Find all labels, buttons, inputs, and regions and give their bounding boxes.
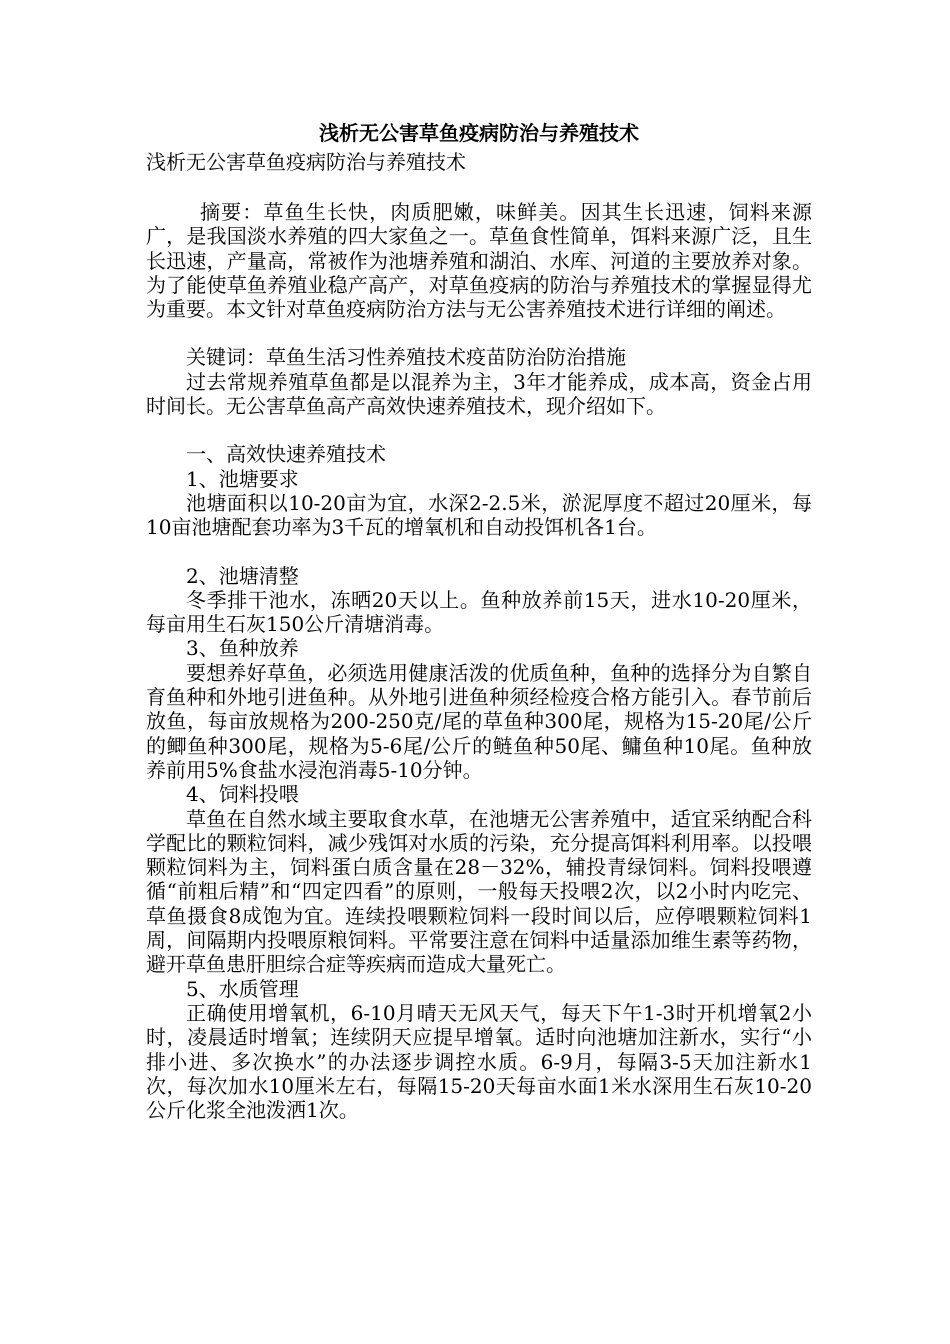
- section-heading: 一、高效快速养殖技术: [186, 442, 386, 467]
- item-heading: 4、饲料投喂: [186, 782, 299, 807]
- item-heading: 2、池塘清整: [186, 563, 299, 588]
- item-paragraph: 要想养好草鱼，必须选用健康活泼的优质鱼种，鱼种的选择分为自繁自育鱼种和外地引进鱼种。从外地引进鱼种须经检疫合格方能引入。春节前后放鱼，每亩放规格为200-250克/尾的草鱼种300尾，规格为15-20尾/公斤的鲫鱼种300尾，规格为5-6尾/公斤的鲢鱼种50尾、鳙鱼种10尾。鱼种放养前用5%食盐水浸泡消毒5-10分钟。: [146, 660, 812, 782]
- item-heading: 5、水质管理: [186, 976, 299, 1001]
- item-paragraph: 草鱼在自然水域主要取食水草，在池塘无公害养殖中，适宜采纳配合科学配比的颗粒饲料，减少残饵对水质的污染，充分提高饵料利用率。以投喂颗粒饲料为主，饲料蛋白质含量在28－32%，辅投青绿饲料。饲料投喂遵循“前粗后精”和“四定四看”的原则，一般每天投喂2次，以2小时内吃完、草鱼摄食8成饱为宜。连续投喂颗粒饲料一段时间以后，应停喂颗粒饲料1周，间隔期内投喂原粮饲料。平常要注意在饲料中适量添加维生素等药物，避开草鱼患肝胆综合症等疾病而造成大量死亡。: [146, 806, 812, 977]
- document-title: 浅析无公害草鱼疫病防治与养殖技术: [319, 121, 639, 145]
- spacer: [146, 418, 812, 442]
- keywords-line: 关键词：草鱼生活习性养殖技术疫苗防治防治措施: [186, 345, 626, 370]
- item-paragraph: 池塘面积以10-20亩为宜，水深2-2.5米，淤泥厚度不超过20厘米，每10亩池塘配套功率为3千瓦的增氧机和自动投饵机各1台。: [146, 490, 812, 540]
- document-page: [146, 118, 812, 1122]
- item-paragraph: 冬季排干池水，冻晒20天以上。鱼种放养前15天，进水10-20厘米，每亩用生石灰150公斤清塘消毒。: [146, 587, 812, 637]
- spacer: [146, 176, 812, 200]
- item-paragraph: 正确使用增氧机，6-10月晴天无风天气，每天下午1-3时开机增氧2小时，凌晨适时增氧；连续阴天应提早增氧。适时向池塘加注新水，实行“小排小进、多次换水”的办法逐步调控水质。6-9月，每隔3-5天加注新水1次，每次加水10厘米左右，每隔15-20天每亩水面1米水深用生石灰10-20公斤化浆全池泼洒1次。: [146, 1000, 812, 1123]
- spacer: [146, 540, 812, 564]
- spacer: [146, 321, 812, 345]
- item-heading: 3、鱼种放养: [186, 636, 299, 661]
- document-subtitle: 浅析无公害草鱼疫病防治与养殖技术: [146, 150, 466, 174]
- intro-paragraph: 过去常规养殖草鱼都是以混养为主，3年才能养成，成本高，资金占用时间长。无公害草鱼高产高效快速养殖技术，现介绍如下。: [146, 369, 812, 419]
- item-heading: 1、池塘要求: [186, 466, 299, 491]
- abstract-paragraph: 摘要：草鱼生长快，肉质肥嫩，味鲜美。因其生长迅速，饲料来源广，是我国淡水养殖的四大家鱼之一。草鱼食性简单，饵料来源广泛，且生长迅速，产量高，常被作为池塘养殖和湖泊、水库、河道的主要放养对象。为了能使草鱼养殖业稳产高产，对草鱼疫病的防治与养殖技术的掌握显得尤为重要。本文针对草鱼疫病防治方法与无公害养殖技术进行详细的阐述。: [146, 200, 812, 322]
